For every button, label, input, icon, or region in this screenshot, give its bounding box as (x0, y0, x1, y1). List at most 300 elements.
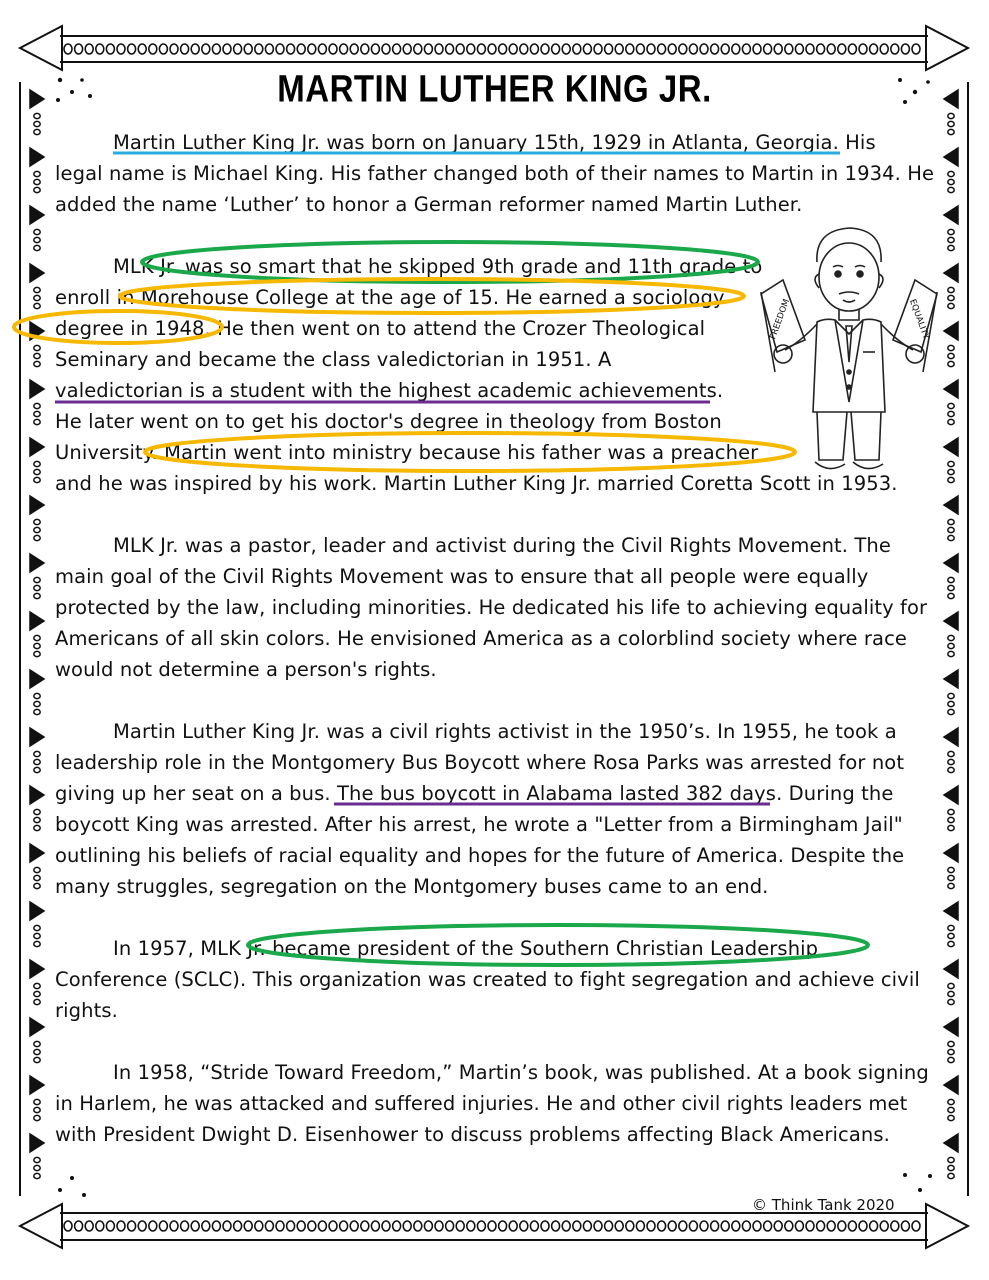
border-loop (34, 171, 40, 176)
flag-right-label: EQUALITY (907, 297, 931, 341)
border-loop (901, 44, 909, 54)
border-loop (34, 1115, 40, 1120)
border-loop (948, 701, 954, 706)
border-loop (34, 593, 40, 598)
border-loop (34, 287, 40, 292)
border-loop (948, 229, 954, 234)
border-loop (34, 767, 40, 772)
border-triangle (944, 1076, 958, 1094)
border-loop (371, 44, 379, 54)
border-loop (435, 1221, 443, 1231)
border-loop (403, 1221, 411, 1231)
border-loop (562, 1221, 570, 1231)
border-loop (34, 519, 40, 524)
border-triangle (30, 1018, 44, 1036)
border-loop (34, 237, 40, 242)
border-loop (948, 767, 954, 772)
border-loop (948, 287, 954, 292)
border-loop (948, 817, 954, 822)
border-loop (467, 1221, 475, 1231)
border-loop (948, 941, 954, 946)
border-loop (732, 44, 740, 54)
border-loop (948, 991, 954, 996)
border-triangle (944, 670, 958, 688)
text-line: many struggles, segregation on the Montgomery buses came to an end. (55, 875, 769, 898)
text-line: with President Dwight D. Eisenhower to discuss problems affecting Black Americans. (55, 1123, 890, 1146)
text-line: In 1957, MLK Jr. became president of the Southern Christian Leadership (113, 937, 819, 960)
border-loop (34, 353, 40, 358)
border-loop (64, 44, 72, 54)
border-triangle (944, 612, 958, 630)
border-loop (700, 1221, 708, 1231)
border-loop (287, 44, 295, 54)
text-line: MLK Jr. was so smart that he skipped 9th grade and 11th grade to (113, 255, 763, 278)
border-triangle (30, 264, 44, 282)
border-loop (234, 1221, 242, 1231)
border-loop (948, 361, 954, 366)
border-triangle (30, 206, 44, 224)
text-line: Americans of all skin colors. He envisioned America as a colorblind society where race (55, 627, 907, 650)
border-triangle (944, 902, 958, 920)
border-loop (948, 693, 954, 698)
border-loop (679, 44, 687, 54)
border-loop (34, 1157, 40, 1162)
border-loop (212, 44, 220, 54)
border-loop (34, 585, 40, 590)
border-triangle (944, 438, 958, 456)
border-loop (34, 999, 40, 1004)
border-loop (520, 44, 528, 54)
border-loop (361, 1221, 369, 1231)
border-triangle (30, 148, 44, 166)
border-loop (948, 643, 954, 648)
border-loop (509, 44, 517, 54)
border-loop (34, 983, 40, 988)
border-loop (948, 419, 954, 424)
border-loop (795, 1221, 803, 1231)
border-loop (668, 1221, 676, 1231)
border-loop (202, 44, 210, 54)
border-loop (255, 1221, 263, 1231)
border-loop (223, 44, 231, 54)
border-loop (732, 1221, 740, 1231)
border-loop (948, 187, 954, 192)
border-loop (34, 1049, 40, 1054)
border-loop (149, 1221, 157, 1231)
border-loop (75, 1221, 83, 1231)
border-triangle (944, 148, 958, 166)
border-triangle (30, 902, 44, 920)
border-loop (880, 44, 888, 54)
border-loop (658, 1221, 666, 1231)
border-loop (34, 933, 40, 938)
border-loop (34, 1173, 40, 1178)
border-triangle (944, 728, 958, 746)
border-loop (948, 651, 954, 656)
border-loop (34, 759, 40, 764)
border-loop (382, 1221, 390, 1231)
border-loop (456, 44, 464, 54)
border-loop (34, 709, 40, 714)
text-line: valedictorian is a student with the highest academic achievements. (55, 379, 724, 402)
text-line: Martin Luther King Jr. was born on January 15th, 1929 in Atlanta, Georgia. His (113, 131, 876, 154)
border-loop (340, 1221, 348, 1231)
border-loop (159, 44, 167, 54)
text-line: boycott King was arrested. After his arrest, he wrote a "Letter from a Birmingham Jail" (55, 813, 903, 836)
border-triangle (30, 960, 44, 978)
border-loop (276, 1221, 284, 1231)
border-loop (34, 991, 40, 996)
border-loop (212, 1221, 220, 1231)
border-loop (541, 44, 549, 54)
border-loop (96, 1221, 104, 1231)
border-loop (308, 1221, 316, 1231)
border-loop (583, 1221, 591, 1231)
border-loop (870, 1221, 878, 1231)
border-loop (948, 171, 954, 176)
border-loop (340, 44, 348, 54)
border-loop (191, 1221, 199, 1231)
border-triangle (30, 438, 44, 456)
border-loop (948, 983, 954, 988)
border-loop (700, 44, 708, 54)
border-loop (435, 44, 443, 54)
border-loop (34, 577, 40, 582)
border-triangle (944, 554, 958, 572)
border-loop (774, 1221, 782, 1231)
border-loop (753, 44, 761, 54)
border-loop (605, 1221, 613, 1231)
border-triangle (30, 496, 44, 514)
border-loop (948, 1041, 954, 1046)
border-loop (244, 44, 252, 54)
border-loop (615, 1221, 623, 1231)
border-loop (764, 1221, 772, 1231)
border-loop (34, 751, 40, 756)
border-loop (948, 585, 954, 590)
border-loop (948, 477, 954, 482)
text-line: Martin Luther King Jr. was a civil rights activist in the 1950’s. In 1955, he took a (113, 720, 897, 743)
border-loop (34, 875, 40, 880)
border-loop (647, 44, 655, 54)
border-loop (446, 44, 454, 54)
border-loop (424, 1221, 432, 1231)
border-loop (308, 44, 316, 54)
border-triangle (944, 844, 958, 862)
border-loop (34, 179, 40, 184)
border-loop (34, 129, 40, 134)
border-loop (859, 44, 867, 54)
text-line: and he was inspired by his work. Martin Luther King Jr. married Coretta Scott in 1953. (55, 472, 898, 495)
border-loop (424, 44, 432, 54)
border-loop (34, 643, 40, 648)
border-loop (711, 44, 719, 54)
border-loop (350, 44, 358, 54)
border-loop (870, 44, 878, 54)
border-loop (948, 883, 954, 888)
border-loop (721, 44, 729, 54)
text-line: legal name is Michael King. His father changed both of their names to Martin in 1934. He (55, 162, 935, 185)
border-loop (34, 411, 40, 416)
border-loop (329, 1221, 337, 1231)
border-loop (393, 44, 401, 54)
border-loop (658, 44, 666, 54)
border-loop (393, 1221, 401, 1231)
border-loop (34, 187, 40, 192)
border-loop (34, 403, 40, 408)
border-loop (520, 1221, 528, 1231)
border-loop (573, 1221, 581, 1231)
text-line: giving up her seat on a bus. The bus boycott in Alabama lasted 382 days. During the (55, 782, 894, 805)
border-loop (34, 1057, 40, 1062)
border-loop (541, 1221, 549, 1231)
border-loop (499, 44, 507, 54)
border-loop (34, 825, 40, 830)
border-loop (742, 1221, 750, 1231)
border-loop (583, 44, 591, 54)
border-loop (948, 353, 954, 358)
border-loop (948, 635, 954, 640)
text-line: would not determine a person's rights. (55, 658, 437, 681)
border-loop (626, 1221, 634, 1231)
border-loop (34, 361, 40, 366)
border-loop (785, 44, 793, 54)
border-triangle (30, 1134, 44, 1152)
border-loop (34, 701, 40, 706)
border-loop (891, 1221, 899, 1231)
border-loop (948, 1099, 954, 1104)
border-loop (467, 44, 475, 54)
border-loop (34, 867, 40, 872)
border-loop (795, 44, 803, 54)
border-triangle (30, 728, 44, 746)
border-triangle (30, 844, 44, 862)
border-loop (85, 44, 93, 54)
text-line: In 1958, “Stride Toward Freedom,” Martin’s book, was published. At a book signing (113, 1061, 929, 1084)
border-loop (34, 345, 40, 350)
border-loop (594, 44, 602, 54)
border-loop (848, 1221, 856, 1231)
border-loop (85, 1221, 93, 1231)
border-loop (880, 1221, 888, 1231)
border-loop (827, 1221, 835, 1231)
border-loop (181, 44, 189, 54)
border-loop (711, 1221, 719, 1231)
border-loop (721, 1221, 729, 1231)
border-loop (594, 1221, 602, 1231)
border-loop (403, 44, 411, 54)
border-loop (530, 1221, 538, 1231)
border-loop (817, 44, 825, 54)
border-loop (912, 1221, 920, 1231)
border-triangle (944, 322, 958, 340)
border-loop (901, 1221, 909, 1231)
border-loop (948, 825, 954, 830)
border-loop (64, 1221, 72, 1231)
border-loop (948, 875, 954, 880)
text-line: MLK Jr. was a pastor, leader and activist during the Civil Rights Movement. The (113, 534, 891, 557)
border-loop (509, 1221, 517, 1231)
border-loop (948, 303, 954, 308)
border-loop (265, 44, 273, 54)
border-loop (34, 113, 40, 118)
border-loop (817, 1221, 825, 1231)
text-line: leadership role in the Montgomery Bus Boycott where Rosa Parks was arrested for not (55, 751, 905, 774)
border-triangle (30, 786, 44, 804)
border-loop (34, 419, 40, 424)
border-loop (477, 1221, 485, 1231)
border-loop (34, 817, 40, 822)
border-triangle (30, 322, 44, 340)
text-line: University. Martin went into ministry because his father was a preacher (55, 441, 759, 464)
border-loop (948, 411, 954, 416)
border-loop (859, 1221, 867, 1231)
border-loop (948, 1157, 954, 1162)
border-loop (948, 245, 954, 250)
border-loop (806, 1221, 814, 1231)
border-loop (34, 469, 40, 474)
mlk-illustration (755, 222, 945, 482)
text-line: outlining his beliefs of racial equality and hopes for the future of America. Despite the (55, 844, 905, 867)
border-loop (626, 44, 634, 54)
border-loop (128, 1221, 136, 1231)
border-loop (948, 129, 954, 134)
border-loop (287, 1221, 295, 1231)
border-loop (318, 1221, 326, 1231)
border-loop (948, 1049, 954, 1054)
border-loop (255, 44, 263, 54)
border-triangle (944, 960, 958, 978)
border-loop (117, 44, 125, 54)
border-loop (297, 1221, 305, 1231)
border-loop (838, 1221, 846, 1231)
border-loop (689, 44, 697, 54)
border-loop (689, 1221, 697, 1231)
border-triangle (944, 206, 958, 224)
border-loop (34, 535, 40, 540)
border-loop (605, 44, 613, 54)
border-loop (477, 44, 485, 54)
border-loop (117, 1221, 125, 1231)
border-loop (636, 1221, 644, 1231)
border-loop (948, 999, 954, 1004)
border-loop (34, 295, 40, 300)
border-loop (948, 121, 954, 126)
border-loop (34, 245, 40, 250)
text-line: rights. (55, 999, 118, 1022)
border-loop (948, 577, 954, 582)
copyright-notice: © Think Tank 2020 (752, 1196, 895, 1214)
border-loop (34, 303, 40, 308)
border-loop (34, 635, 40, 640)
border-loop (138, 44, 146, 54)
border-loop (382, 44, 390, 54)
text-line: Seminary and became the class valedictorian in 1951. A (55, 348, 612, 371)
border-loop (329, 44, 337, 54)
border-loop (948, 113, 954, 118)
page-title: MARTIN LUTHER KING JR. (277, 67, 712, 110)
border-loop (191, 44, 199, 54)
border-loop (265, 1221, 273, 1231)
border-loop (948, 461, 954, 466)
border-loop (785, 1221, 793, 1231)
border-loop (170, 44, 178, 54)
border-triangle (30, 670, 44, 688)
border-loop (562, 44, 570, 54)
border-loop (806, 44, 814, 54)
border-loop (499, 1221, 507, 1231)
border-loop (948, 469, 954, 474)
border-triangle (944, 786, 958, 804)
border-triangle (944, 496, 958, 514)
border-loop (912, 44, 920, 54)
border-loop (948, 1107, 954, 1112)
border-loop (948, 867, 954, 872)
border-triangle (30, 380, 44, 398)
border-loop (530, 44, 538, 54)
border-loop (34, 1041, 40, 1046)
border-loop (573, 44, 581, 54)
border-loop (106, 44, 114, 54)
border-loop (34, 1165, 40, 1170)
border-loop (948, 403, 954, 408)
border-triangle (944, 380, 958, 398)
border-loop (948, 933, 954, 938)
border-loop (488, 44, 496, 54)
border-loop (446, 1221, 454, 1231)
text-line: degree in 1948. He then went on to attend the Crozer Theological (55, 317, 706, 340)
border-loop (948, 593, 954, 598)
border-loop (948, 1165, 954, 1170)
border-loop (34, 941, 40, 946)
border-loop (615, 44, 623, 54)
border-loop (668, 44, 676, 54)
border-triangle (30, 1076, 44, 1094)
border-loop (742, 44, 750, 54)
border-loop (244, 1221, 252, 1231)
flag-left-label: FREEDOM (768, 297, 793, 341)
border-loop (679, 1221, 687, 1231)
text-line: Conference (SCLC). This organization was created to fight segregation and achieve civil (55, 968, 920, 991)
border-loop (948, 809, 954, 814)
border-loop (350, 1221, 358, 1231)
border-loop (34, 883, 40, 888)
border-loop (414, 44, 422, 54)
border-loop (181, 1221, 189, 1231)
border-loop (948, 535, 954, 540)
border-loop (297, 44, 305, 54)
border-loop (891, 44, 899, 54)
border-loop (948, 1057, 954, 1062)
border-loop (34, 1107, 40, 1112)
border-loop (234, 44, 242, 54)
border-triangle (944, 1134, 958, 1152)
border-loop (948, 709, 954, 714)
border-loop (149, 44, 157, 54)
border-loop (552, 44, 560, 54)
border-loop (34, 651, 40, 656)
border-loop (96, 44, 104, 54)
border-loop (170, 1221, 178, 1231)
border-triangle (944, 264, 958, 282)
text-line: enroll in Morehouse College at the age of 15. He earned a sociology (55, 286, 725, 309)
border-loop (223, 1221, 231, 1231)
border-loop (138, 1221, 146, 1231)
border-loop (34, 527, 40, 532)
border-loop (34, 229, 40, 234)
border-loop (948, 237, 954, 242)
border-loop (276, 44, 284, 54)
